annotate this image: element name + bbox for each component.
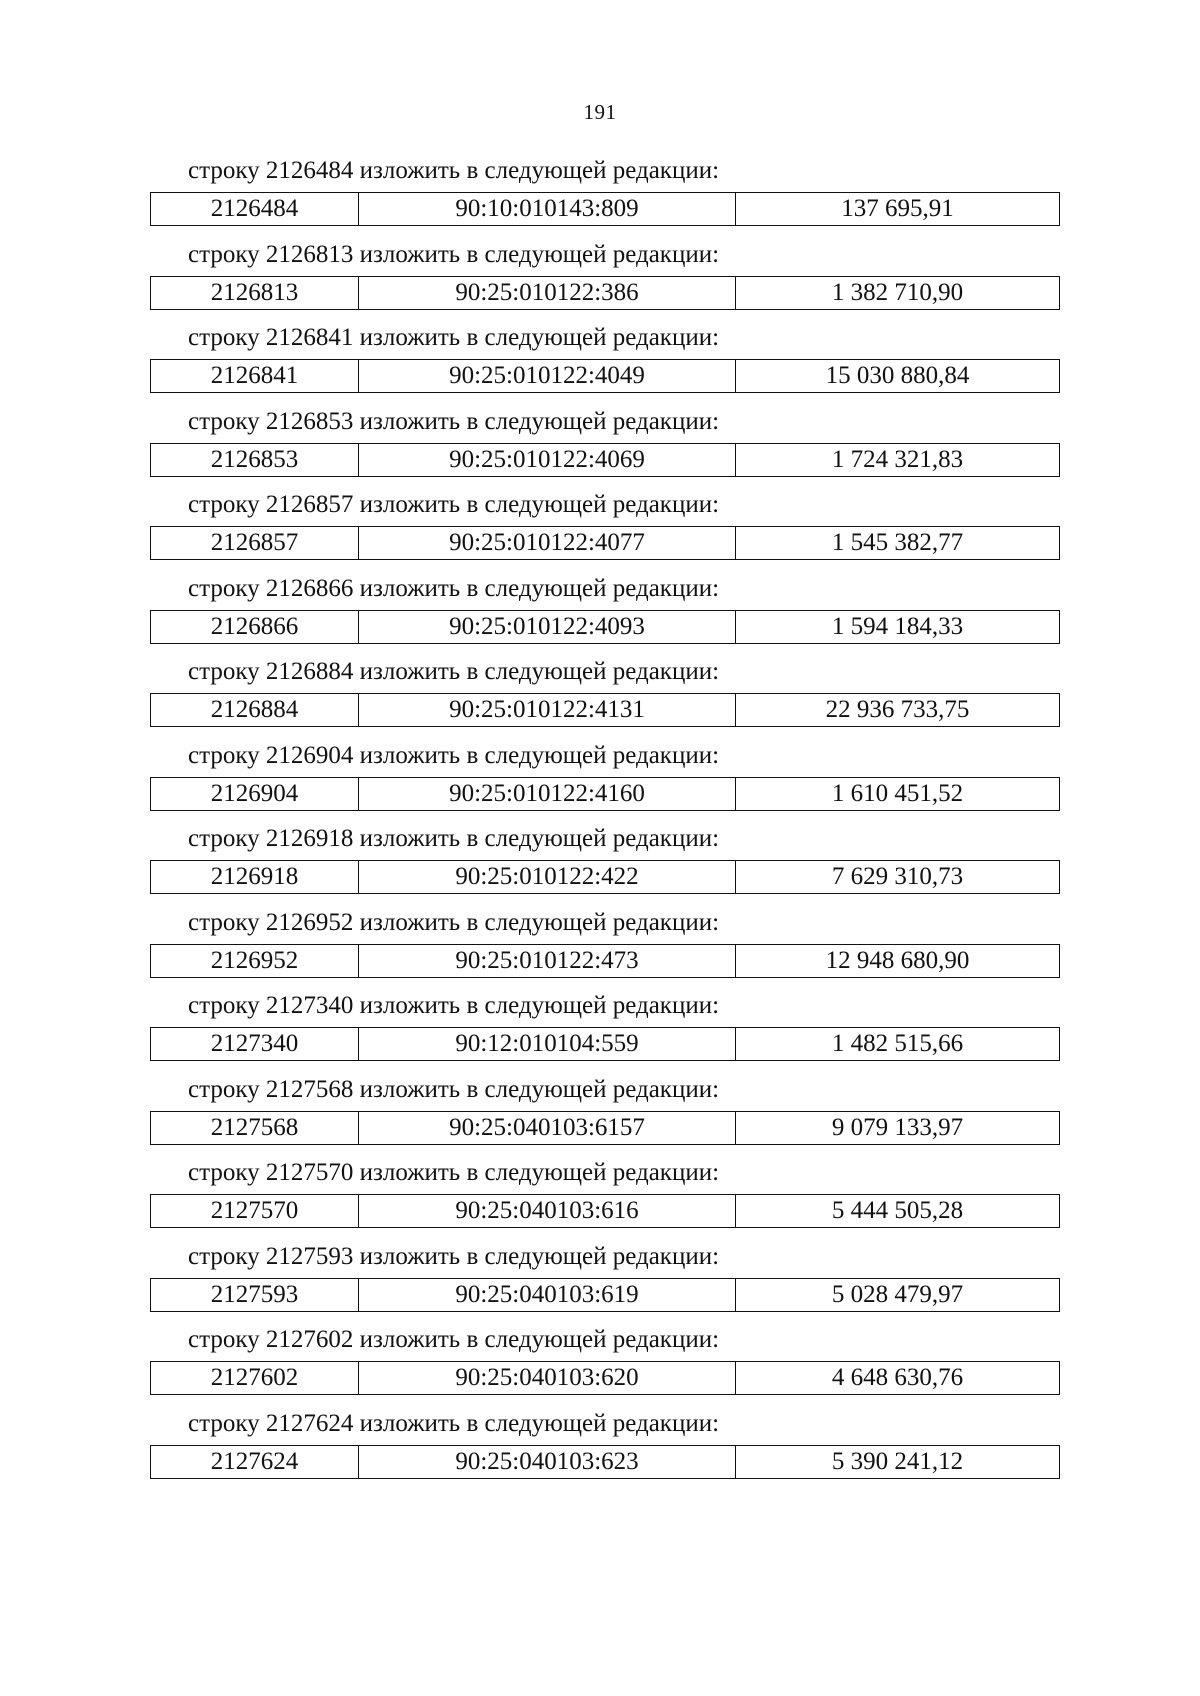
amendment-instruction: строку 2126884 изложить в следующей редакции: — [188, 658, 720, 685]
amendment-entry — [150, 323, 1060, 407]
cadastral-value-cell: 7 629 310,73 — [831, 863, 964, 890]
table-row — [150, 693, 1060, 727]
cadastral-number-cell: 90:25:040103:620 — [359, 1362, 736, 1394]
amendment-entry — [150, 490, 1060, 574]
amendment-instruction: строку 2126857 изложить в следующей редакции: — [188, 491, 720, 518]
amendment-entry — [150, 156, 1060, 240]
row-number-cell: 2127570 — [151, 1195, 359, 1227]
row-number-cell: 2126952 — [151, 945, 359, 977]
amendment-instruction: строку 2126853 изложить в следующей редакции: — [188, 407, 720, 435]
amendment-instruction: строку 2127340 изложить в следующей редакции: — [188, 992, 720, 1019]
table-row — [150, 1361, 1060, 1395]
cadastral-number-cell: 90:25:010122:386 — [359, 277, 736, 309]
cadastral-value-cell: 5 390 241,12 — [831, 1447, 964, 1475]
amendment-entry — [150, 657, 1060, 741]
cadastral-number-cell: 90:25:010122:4069 — [359, 444, 736, 476]
cadastral-number-cell: 90:25:010122:4160 — [359, 778, 736, 810]
amendment-entry — [150, 1158, 1060, 1242]
amendment-instruction: строку 2127624 изложить в следующей редакции: — [188, 1409, 720, 1437]
row-number-cell: 2126857 — [151, 527, 359, 559]
cadastral-value-cell: 15 030 880,84 — [825, 362, 970, 389]
row-number-cell: 2126884 — [151, 694, 359, 726]
table-row — [150, 1027, 1060, 1061]
row-number-cell: 2126841 — [151, 360, 359, 392]
cadastral-value-cell: 5 444 505,28 — [831, 1197, 964, 1224]
amendment-entry — [150, 991, 1060, 1075]
amendment-instruction: строку 2126866 изложить в следующей редакции: — [188, 574, 720, 602]
cadastral-value-cell: 1 594 184,33 — [831, 612, 964, 640]
cadastral-number-cell: 90:25:010122:422 — [359, 861, 736, 893]
cadastral-value-cell: 1 545 382,77 — [831, 529, 964, 556]
row-number-cell: 2127593 — [151, 1279, 359, 1311]
amendment-entry — [150, 908, 1060, 992]
amendment-entry — [150, 824, 1060, 908]
cadastral-value-cell: 22 936 733,75 — [825, 696, 970, 723]
table-row — [150, 192, 1060, 226]
cadastral-value-cell: 1 610 451,52 — [831, 779, 964, 807]
cadastral-value-cell: 1 482 515,66 — [831, 1030, 964, 1057]
amendment-instruction: строку 2126841 изложить в следующей редакции: — [188, 324, 720, 351]
table-row — [150, 944, 1060, 978]
amendment-instruction: строку 2126904 изложить в следующей редакции: — [188, 741, 720, 769]
row-number-cell: 2126904 — [151, 778, 359, 810]
row-number-cell: 2126484 — [151, 193, 359, 225]
amendment-entry — [150, 1242, 1060, 1326]
table-row — [150, 1445, 1060, 1479]
amendment-entry — [150, 240, 1060, 324]
amendment-entry — [150, 574, 1060, 658]
amendment-entry — [150, 1409, 1060, 1493]
cadastral-number-cell: 90:25:040103:623 — [359, 1446, 736, 1478]
row-number-cell: 2126853 — [151, 444, 359, 476]
table-row — [150, 526, 1060, 560]
table-row — [150, 610, 1060, 644]
amendment-instruction: строку 2126952 изложить в следующей редакции: — [188, 908, 720, 936]
cadastral-number-cell: 90:25:010122:4077 — [359, 527, 736, 559]
cadastral-number-cell: 90:25:040103:6157 — [359, 1112, 736, 1144]
cadastral-value-cell: 5 028 479,97 — [831, 1280, 964, 1308]
amendment-entry — [150, 1075, 1060, 1159]
amendment-instruction: строку 2127568 изложить в следующей редакции: — [188, 1075, 720, 1103]
table-row — [150, 1278, 1060, 1312]
cadastral-value-cell: 12 948 680,90 — [825, 946, 970, 974]
amendment-entry — [150, 407, 1060, 491]
cadastral-value-cell: 9 079 133,97 — [831, 1113, 964, 1141]
amendment-list — [150, 156, 1060, 1492]
cadastral-number-cell: 90:25:040103:616 — [359, 1195, 736, 1227]
table-row — [150, 860, 1060, 894]
row-number-cell: 2126866 — [151, 611, 359, 643]
cadastral-number-cell: 90:25:010122:473 — [359, 945, 736, 977]
row-number-cell: 2127624 — [151, 1446, 359, 1478]
cadastral-number-cell: 90:25:040103:619 — [359, 1279, 736, 1311]
table-row — [150, 777, 1060, 811]
amendment-instruction: строку 2127593 изложить в следующей редакции: — [188, 1242, 720, 1270]
cadastral-value-cell: 1 382 710,90 — [831, 278, 964, 306]
amendment-instruction: строку 2127602 изложить в следующей редакции: — [188, 1326, 720, 1353]
amendment-instruction: строку 2127570 изложить в следующей редакции: — [188, 1159, 720, 1186]
table-row — [150, 1111, 1060, 1145]
cadastral-number-cell: 90:25:010122:4093 — [359, 611, 736, 643]
cadastral-number-cell: 90:12:010104:559 — [359, 1028, 736, 1060]
cadastral-number-cell: 90:25:010122:4131 — [359, 694, 736, 726]
table-row — [150, 1194, 1060, 1228]
amendment-instruction: строку 2126484 изложить в следующей редакции: — [188, 157, 720, 184]
cadastral-number-cell: 90:10:010143:809 — [359, 193, 736, 225]
page-number: 191 — [583, 100, 617, 124]
row-number-cell: 2126918 — [151, 861, 359, 893]
cadastral-value-cell: 137 695,91 — [841, 195, 954, 222]
row-number-cell: 2127602 — [151, 1362, 359, 1394]
row-number-cell: 2127568 — [151, 1112, 359, 1144]
amendment-instruction: строку 2126813 изложить в следующей редакции: — [188, 240, 720, 268]
table-row — [150, 443, 1060, 477]
amendment-instruction: строку 2126918 изложить в следующей редакции: — [188, 825, 720, 852]
cadastral-value-cell: 1 724 321,83 — [831, 445, 964, 473]
cadastral-value-cell: 4 648 630,76 — [831, 1364, 964, 1391]
cadastral-number-cell: 90:25:010122:4049 — [359, 360, 736, 392]
amendment-entry — [150, 741, 1060, 825]
table-row — [150, 276, 1060, 310]
row-number-cell: 2127340 — [151, 1028, 359, 1060]
amendment-entry — [150, 1325, 1060, 1409]
table-row — [150, 359, 1060, 393]
row-number-cell: 2126813 — [151, 277, 359, 309]
